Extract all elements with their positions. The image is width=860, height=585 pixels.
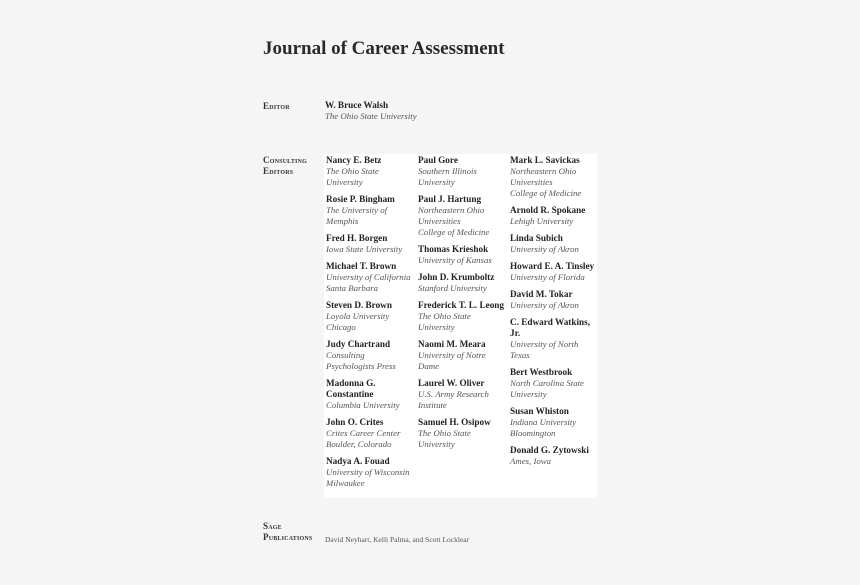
editor-affiliation: The Ohio State [418, 428, 471, 438]
editor-name: Laurel W. Oliver [418, 378, 485, 388]
editor-affiliation: Ames, Iowa [510, 456, 552, 466]
editor-name: Howard E. A. Tinsley [510, 261, 595, 271]
editor-entry [418, 378, 510, 411]
editor-name: Donald G. Zytowski [510, 445, 589, 455]
editor-affiliation: University of North [510, 339, 579, 349]
editor-name-continued: Constantine [326, 389, 374, 399]
editor-affiliation: University [418, 177, 455, 187]
editor-name: Mark L. Savickas [510, 155, 580, 165]
editor-affiliation: The Ohio State [418, 311, 471, 321]
editor-affiliation: University of Akron [510, 244, 579, 254]
editor-name: W. Bruce Walsh [325, 100, 389, 110]
editor-name: C. Edward Watkins, Jr. [510, 317, 590, 338]
editor-affiliation: Universities [418, 216, 461, 226]
editor-affiliation: The Ohio State [326, 166, 379, 176]
editor-affiliation: Texas [510, 350, 530, 360]
editor-affiliation: North Carolina State [510, 378, 584, 388]
editor-affiliation: Milwaukee [326, 478, 365, 488]
editor-entry [418, 244, 510, 266]
editor-entry [510, 445, 602, 467]
publisher-staff: David Neyhart, Kelli Palma, and Scott Locklear [325, 535, 470, 544]
editor-name: Linda Subich [510, 233, 563, 243]
editor-affiliation: Stanford University [418, 283, 487, 293]
editor-name: Rosie P. Bingham [326, 194, 395, 204]
editor-affiliation: University of Florida [510, 272, 585, 282]
editor-affiliation: University of Kansas [418, 255, 492, 265]
editor-name: Nancy E. Betz [326, 155, 382, 165]
editor-name: Paul J. Hartung [418, 194, 482, 204]
editor-affiliation: The University of [326, 205, 388, 215]
editor-name: Paul Gore [418, 155, 458, 165]
editor-entry [510, 155, 602, 199]
editor-affiliation: Dame [418, 361, 440, 371]
editor-entry [326, 194, 418, 227]
editor-entry [418, 417, 510, 450]
editor-affiliation: Loyola University [326, 311, 390, 321]
editor-name: Bert Westbrook [510, 367, 573, 377]
editor-name: Samuel H. Osipow [418, 417, 491, 427]
editor-name: Michael T. Brown [326, 261, 397, 271]
editor-entry [510, 406, 602, 439]
editor-affiliation: University [326, 177, 363, 187]
editor-entry [326, 261, 418, 294]
editor-entry [326, 378, 418, 411]
editor-affiliation: The Ohio State University [325, 111, 417, 121]
consulting-label-line1: Consulting [263, 155, 307, 165]
publisher-label [263, 521, 312, 543]
editor-name: Madonna G. [326, 378, 376, 388]
editor-affiliation: College of Medicine [418, 227, 490, 237]
editor-entry [326, 233, 418, 255]
editors-column-2 [418, 155, 510, 456]
editor-entry [418, 194, 510, 238]
editor-entry [326, 300, 418, 333]
consulting-editors-label [263, 155, 307, 177]
editor-affiliation: Consulting [326, 350, 365, 360]
editor-affiliation: Northeastern Ohio [418, 205, 485, 215]
journal-title: Journal of Career Assessment [263, 38, 505, 59]
editors-column-1 [326, 155, 418, 495]
consulting-label-line2: Editors [263, 166, 294, 176]
editors-column-3 [510, 155, 602, 473]
editor-entry [326, 417, 418, 450]
editor-entry [418, 155, 510, 188]
publisher-label-line1: Sage [263, 521, 282, 531]
editor-name: Susan Whiston [510, 406, 569, 416]
consulting-editors-panel [324, 154, 597, 498]
editor-name: John D. Krumboltz [418, 272, 495, 282]
editor-name: Judy Chartrand [326, 339, 391, 349]
editor-affiliation: University [510, 389, 547, 399]
editor-affiliation: University [418, 439, 455, 449]
editor-entry [326, 155, 418, 188]
editor-affiliation: Crites Career Center [326, 428, 401, 438]
editor-name: David M. Tokar [510, 289, 573, 299]
editor-entry [510, 289, 602, 311]
editor-name: Thomas Krieshok [418, 244, 489, 254]
editor-affiliation: Universities [510, 177, 553, 187]
editor-affiliation: Bloomington [510, 428, 556, 438]
editor-affiliation: Psychologists Press [326, 361, 396, 371]
editor-entry [418, 300, 510, 333]
editor-affiliation: Columbia University [326, 400, 400, 410]
editor-entry [326, 456, 418, 489]
editor-affiliation: College of Medicine [510, 188, 582, 198]
editor-affiliation: Iowa State University [326, 244, 403, 254]
editor-entry [418, 272, 510, 294]
editor-name: John O. Crites [326, 417, 384, 427]
editor-affiliation: University of California [326, 272, 411, 282]
editor-affiliation: Santa Barbara [326, 283, 379, 293]
editor-entry [510, 233, 602, 255]
editor-affiliation: Northeastern Ohio [510, 166, 577, 176]
editor-affiliation: Institute [418, 400, 447, 410]
editor-name: Naomi M. Meara [418, 339, 486, 349]
editor-entry [326, 339, 418, 372]
editor-name: Arnold R. Spokane [510, 205, 586, 215]
editor-label: Editor [263, 101, 290, 111]
editor-name: Frederick T. L. Leong [418, 300, 505, 310]
editor-affiliation: Chicago [326, 322, 356, 332]
editor-block [325, 100, 417, 122]
editor-name: Steven D. Brown [326, 300, 392, 310]
editor-entry [510, 261, 602, 283]
editor-affiliation: Indiana University [510, 417, 577, 427]
editor-affiliation: Memphis [326, 216, 359, 226]
editor-affiliation: U.S. Army Research [418, 389, 489, 399]
editor-entry [510, 205, 602, 227]
editor-affiliation: University of Akron [510, 300, 579, 310]
publisher-label-line2: Publications [263, 532, 313, 542]
editor-entry [510, 367, 602, 400]
editor-affiliation: University [418, 322, 455, 332]
editor-affiliation: Boulder, Colorado [326, 439, 392, 449]
editor-entry [510, 317, 602, 361]
editor-name: Nadya A. Fouad [326, 456, 390, 466]
editor-affiliation: Lehigh University [510, 216, 574, 226]
editor-name: Fred H. Borgen [326, 233, 388, 243]
editor-affiliation: University of Wisconsin [326, 467, 410, 477]
editor-affiliation: Southern Illinois [418, 166, 477, 176]
editor-affiliation: University of Notre [418, 350, 486, 360]
editor-entry [418, 339, 510, 372]
